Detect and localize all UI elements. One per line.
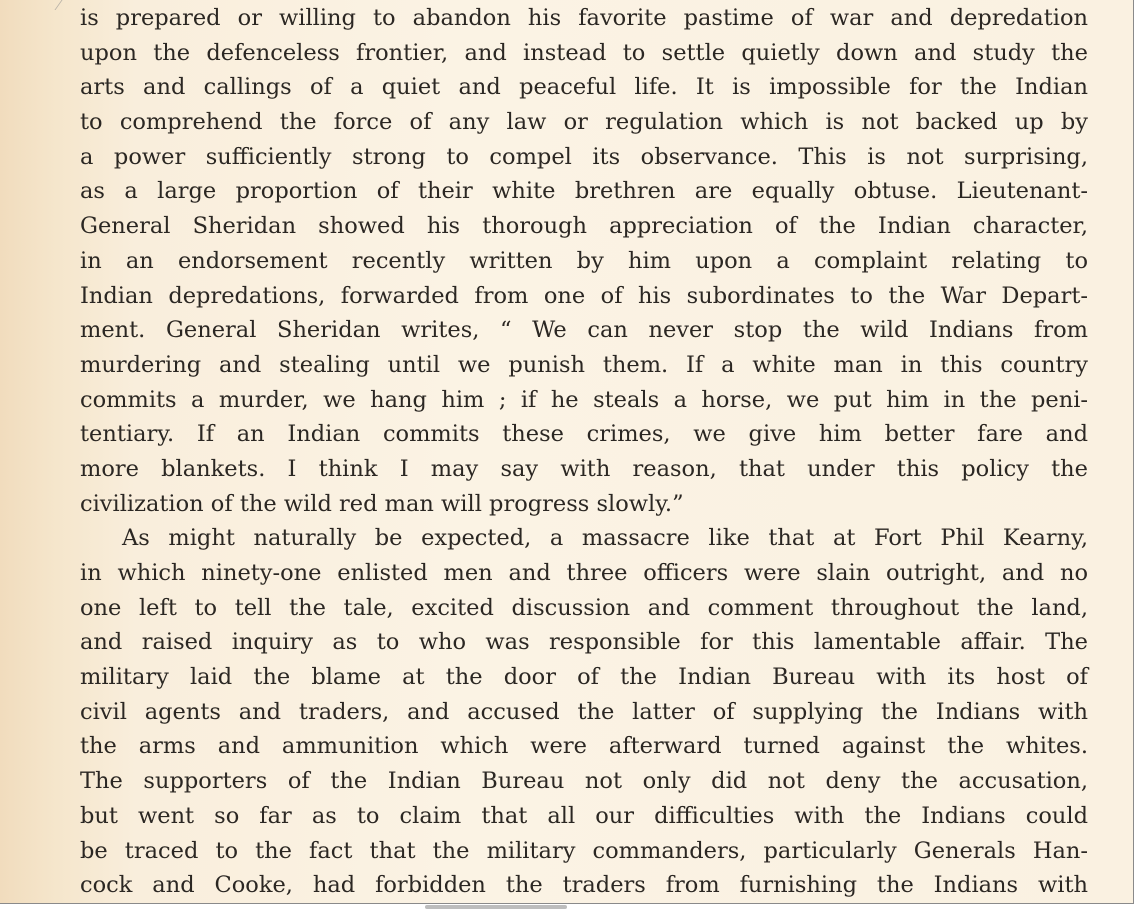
page-text-block xyxy=(80,0,1088,903)
text-line: upon the defenceless frontier, and instead to settle quietly down and study the xyxy=(80,39,1088,66)
text-line: ment. General Sheridan writes, “ We can never stop the wild Indians from xyxy=(80,317,1088,344)
text-line: military laid the blame at the door of the Indian Bureau with its host of xyxy=(80,664,1088,691)
text-line: in which ninety-one enlisted men and three officers were slain outright, and no xyxy=(80,560,1088,586)
text-line: a power sufficiently strong to compel its observance. This is not surprising, xyxy=(80,143,1088,170)
text-line: in an endorsement recently written by him upon a complaint relating to xyxy=(80,247,1088,274)
paragraph-first-line: As might naturally be expected, a massacre like that at Fort Phil Kearny, xyxy=(122,525,1088,552)
text-line: Indian depredations, forwarded from one of his subordinates to the War Depart- xyxy=(80,282,1088,309)
text-line: but went so far as to claim that all our difficulties with the Indians could xyxy=(80,802,1088,829)
text-line: civilization of the wild red man will progress slowly.” xyxy=(80,490,684,517)
text-line: is prepared or willing to abandon his favorite pastime of war and depredation xyxy=(80,5,1088,31)
text-line: more blankets. I think I may say with reason, that under this policy the xyxy=(80,455,1088,482)
text-line: commits a murder, we hang him ; if he steals a horse, we put him in the peni- xyxy=(80,386,1088,413)
text-line: one left to tell the tale, excited discussion and comment throughout the land, xyxy=(80,594,1088,621)
text-line: General Sheridan showed his thorough appreciation of the Indian character, xyxy=(80,213,1088,240)
text-line: as a large proportion of their white brethren are equally obtuse. Lieutenant- xyxy=(80,178,1088,205)
text-line: murdering and stealing until we punish them. If a white man in this country xyxy=(80,351,1088,378)
horizontal-scrollbar-thumb[interactable] xyxy=(425,905,567,909)
text-line: civil agents and traders, and accused the latter of supplying the Indians with xyxy=(80,698,1088,725)
text-line: The supporters of the Indian Bureau not only did not deny the accusation, xyxy=(80,768,1088,795)
text-line: to comprehend the force of any law or regulation which is not backed up by xyxy=(80,109,1088,136)
text-line: arts and callings of a quiet and peaceful life. It is impossible for the Indian xyxy=(80,74,1088,101)
text-line: the arms and ammunition which were afterward turned against the whites. xyxy=(80,733,1088,760)
text-line: cock and Cooke, had forbidden the traders from furnishing the Indians with xyxy=(80,872,1088,899)
text-line: be traced to the fact that the military commanders, particularly Generals Han- xyxy=(80,837,1088,864)
page-corner-mark xyxy=(54,0,76,10)
text-line: tentiary. If an Indian commits these crimes, we give him better fare and xyxy=(80,421,1088,448)
text-line: and raised inquiry as to who was responsible for this lamentable affair. The xyxy=(80,629,1088,656)
